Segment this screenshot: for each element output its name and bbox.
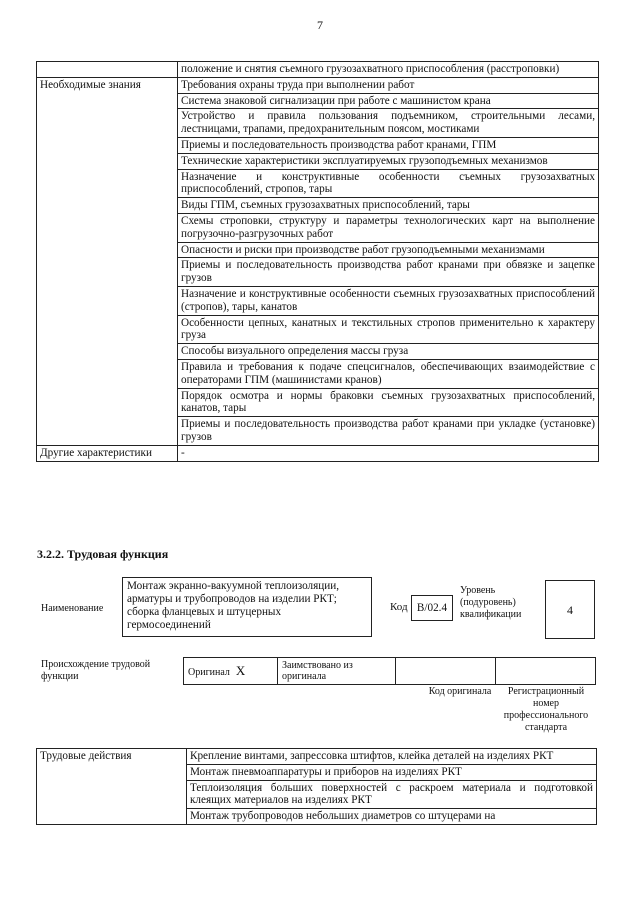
origin-code-cell <box>396 658 496 685</box>
list-item: Монтаж пневмоаппаратуры и приборов на изделиях РКТ <box>187 764 597 780</box>
code-caption: Код оригинала <box>428 686 492 697</box>
list-item: Система знаковой сигнализации при работе с машинистом крана <box>178 93 599 109</box>
list-item: Устройство и правила пользования подъемником, строительными лесами, лестницами, трапами, предохранительным поясом, мостиками <box>178 109 599 138</box>
list-item: Монтаж трубопроводов небольших диаметров со штуцерами на <box>187 809 597 825</box>
function-name-box: Монтаж экранно-вакуумной теплоизоляции, арматуры и трубопроводов на изделии РКТ; сборка фланцевых и штуцерных гермосоединений <box>122 577 372 637</box>
borrowed-label: Заимствовано из оригинала <box>282 660 353 682</box>
list-item: Приемы и последовательность производства работ кранами, ГПМ <box>178 137 599 153</box>
list-item: Схемы строповки, структуру и параметры технологических карт на выполнение погрузочно-разгрузочных работ <box>178 213 599 242</box>
list-item: Порядок осмотра и нормы браковки съемных грузозахватных приспособлений, канатов, тары <box>178 388 599 417</box>
origin-table <box>183 657 596 685</box>
knowledge-table <box>36 61 599 462</box>
name-label: Наименование <box>41 603 104 614</box>
list-item: Назначение и конструктивные особенности съемных грузозахватных приспособлений (стропов), тары, канатов <box>178 286 599 315</box>
actions-table <box>36 748 597 825</box>
list-item: Приемы и последовательность производства работ кранами при обвязке и зацепке грузов <box>178 258 599 287</box>
list-item: Назначение и конструктивные особенности съемных грузозахватных приспособлений, стропов, тары <box>178 169 599 198</box>
table-row <box>37 749 597 765</box>
list-item: Крепление винтами, запрессовка штифтов, клейка деталей на изделиях РКТ <box>187 749 597 765</box>
table-row <box>37 77 599 93</box>
list-item: Опасности и риски при производстве работ грузоподъемными механизмами <box>178 242 599 258</box>
table-row <box>37 62 599 78</box>
borrowed-cell <box>278 658 396 685</box>
list-item: Теплоизоляция больших поверхностей с раскроем материала и подготовкой клеящих материалов на изделиях РКТ <box>187 780 597 809</box>
reg-number-cell <box>496 658 596 685</box>
row-label-cell: Необходимые знания <box>37 77 178 445</box>
list-item: Способы визуального определения массы груза <box>178 344 599 360</box>
registration-caption: Регистрационный номер профессионального стандарта <box>503 686 589 733</box>
section-title: 3.2.2. Трудовая функция <box>37 547 169 561</box>
other-value-cell: - <box>178 445 599 461</box>
origin-label: Происхождение трудовой функции <box>41 659 151 682</box>
continuation-cell: положение и снятия съемного грузозахватного приспособления (расстроповки) <box>178 62 599 78</box>
page-number: 7 <box>317 18 323 32</box>
list-item: Виды ГПМ, съемных грузозахватных приспособлений, тары <box>178 198 599 214</box>
list-item: Требования охраны труда при выполнении работ <box>178 77 599 93</box>
list-item: Технические характеристики эксплуатируемых грузоподъемных механизмов <box>178 153 599 169</box>
list-item: Правила и требования к подаче спецсигналов, обеспечивающих взаимодействие с операторами ГПМ (машинистами кранов) <box>178 359 599 388</box>
empty-cell <box>37 62 178 78</box>
code-label: Код <box>390 601 408 613</box>
table-row <box>37 445 599 461</box>
list-item: Приемы и последовательность производства работ кранами при укладке (установке) грузов <box>178 417 599 446</box>
code-box: B/02.4 <box>411 595 453 621</box>
list-item: Особенности цепных, канатных и текстильных стропов применительно к характеру груза <box>178 315 599 344</box>
original-mark: X <box>235 663 246 678</box>
qualification-level-label: Уровень (подуровень) квалификации <box>460 585 522 620</box>
original-label: Оригинал <box>188 667 230 678</box>
row-label-cell: Другие характеристики <box>37 445 178 461</box>
qualification-level-box: 4 <box>545 580 595 639</box>
original-cell <box>184 658 278 685</box>
row-label-cell: Трудовые действия <box>37 749 187 825</box>
